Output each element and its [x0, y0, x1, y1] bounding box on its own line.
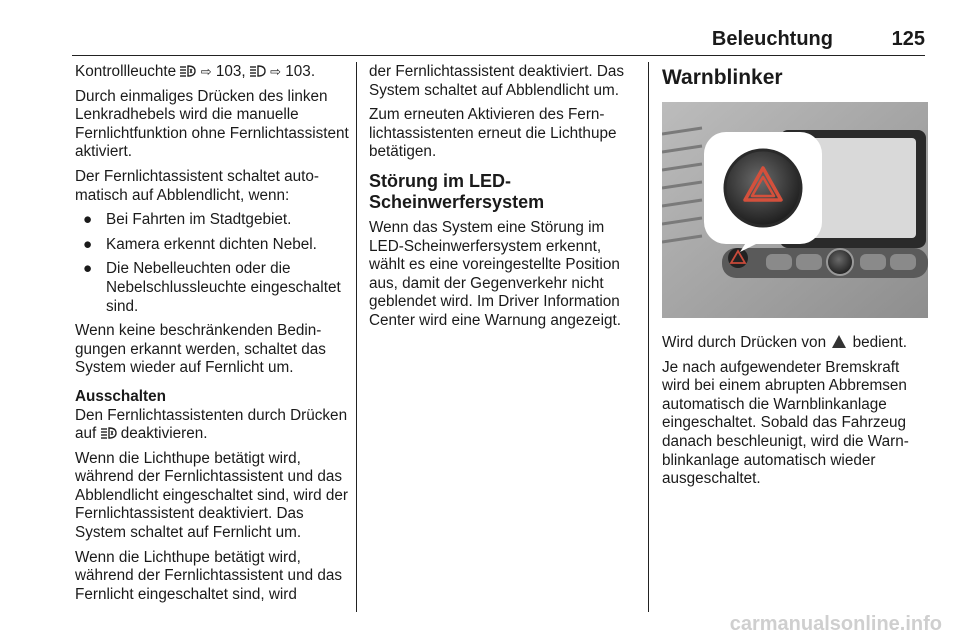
list-item: ● Kamera erkennt dichten Nebel.	[83, 235, 317, 253]
bullet-list	[75, 211, 351, 316]
list-item: ● Die Nebelleuchten oder die Nebelschlussleuchte eingeschaltet sind.	[83, 260, 341, 315]
paragraph: Wenn die Lichthupe betätigt wird, während der Fernlichtassistent und das Fernlicht eingeschaltet sind, wird	[75, 548, 342, 603]
column-right	[662, 63, 928, 495]
hazard-switch-photo	[662, 102, 928, 318]
paragraph: Der Fernlichtassistent schaltet automatisch auf Abblendlicht, wenn:	[75, 167, 320, 204]
watermark: carmanualsonline.info	[729, 613, 942, 635]
paragraph: Wenn das System eine Störung im LED-Scheinwerfersystem erkennt, wählt es eine voreingestellte Position aus, damit der Gegenverkehr nicht geblendet wird. Im Driver Information Center wird eine Warnung angezeigt.	[369, 218, 621, 329]
bullet-icon: ●	[83, 260, 93, 278]
column-middle	[369, 63, 637, 337]
high-beam-assist-icon	[180, 65, 196, 77]
paragraph: Wenn die Lichthupe betätigt wird, während der Fernlichtassistent und das Abblendlicht eingeschaltet sind, wird der Fernlichtassistent deaktiviert. Das System schaltet auf Fernlicht um.	[75, 449, 348, 542]
page-reference-icon: ⇨	[200, 64, 212, 79]
header-rule	[72, 55, 925, 56]
hazard-triangle-icon	[832, 335, 846, 348]
section-heading: Störung im LED-Scheinwerfersystem	[369, 170, 545, 212]
high-beam-assist-icon	[101, 427, 117, 439]
paragraph: Je nach aufgewendeter Bremskraft wird bei einem abrupten Abbremsen automatisch die Warnblinkanlage eingeschaltet. Sobald das Fahrzeug danach beschleunigt, wird die Warnblinkanlage automatisch wieder ausgeschaltet.	[662, 358, 909, 488]
section-heading: Ausschalten	[75, 387, 166, 405]
page-title: Beleuchtung	[711, 28, 833, 50]
bullet-icon: ●	[83, 211, 93, 229]
column-divider	[356, 62, 357, 612]
paragraph: Den Fernlichtassistenten durch Drücken auf deaktivieren.	[75, 406, 348, 443]
paragraph: Wird durch Drücken von bedient.	[662, 334, 908, 351]
page-number: 125	[891, 28, 925, 50]
paragraph: der Fernlichtassistent deaktiviert. Das System schaltet auf Abblendlicht um.	[369, 63, 625, 99]
paragraph: Kontrollleuchte ⇨ 103, ⇨ 103.	[75, 63, 316, 80]
page-reference-icon: ⇨	[270, 64, 282, 79]
page-header	[72, 24, 925, 52]
paragraph: Zum erneuten Aktivieren des Fernlichtassistenten erneut die Lichthupe betätigen.	[369, 106, 617, 161]
column-divider	[648, 62, 649, 612]
paragraph: Durch einmaliges Drücken des linken Lenkradhebels wird die manuelle Fernlichtfunktion ohne Fernlichtassistent aktiviert.	[75, 87, 349, 161]
bullet-icon: ●	[83, 235, 93, 253]
high-beam-icon	[250, 65, 266, 77]
paragraph: Wenn keine beschränkenden Bedingungen erkannt werden, schaltet das System wieder auf Fernlicht um.	[75, 322, 326, 377]
column-left	[75, 63, 351, 610]
list-item: ● Bei Fahrten im Stadtgebiet.	[83, 211, 292, 229]
section-heading: Warnblinker	[662, 66, 783, 89]
